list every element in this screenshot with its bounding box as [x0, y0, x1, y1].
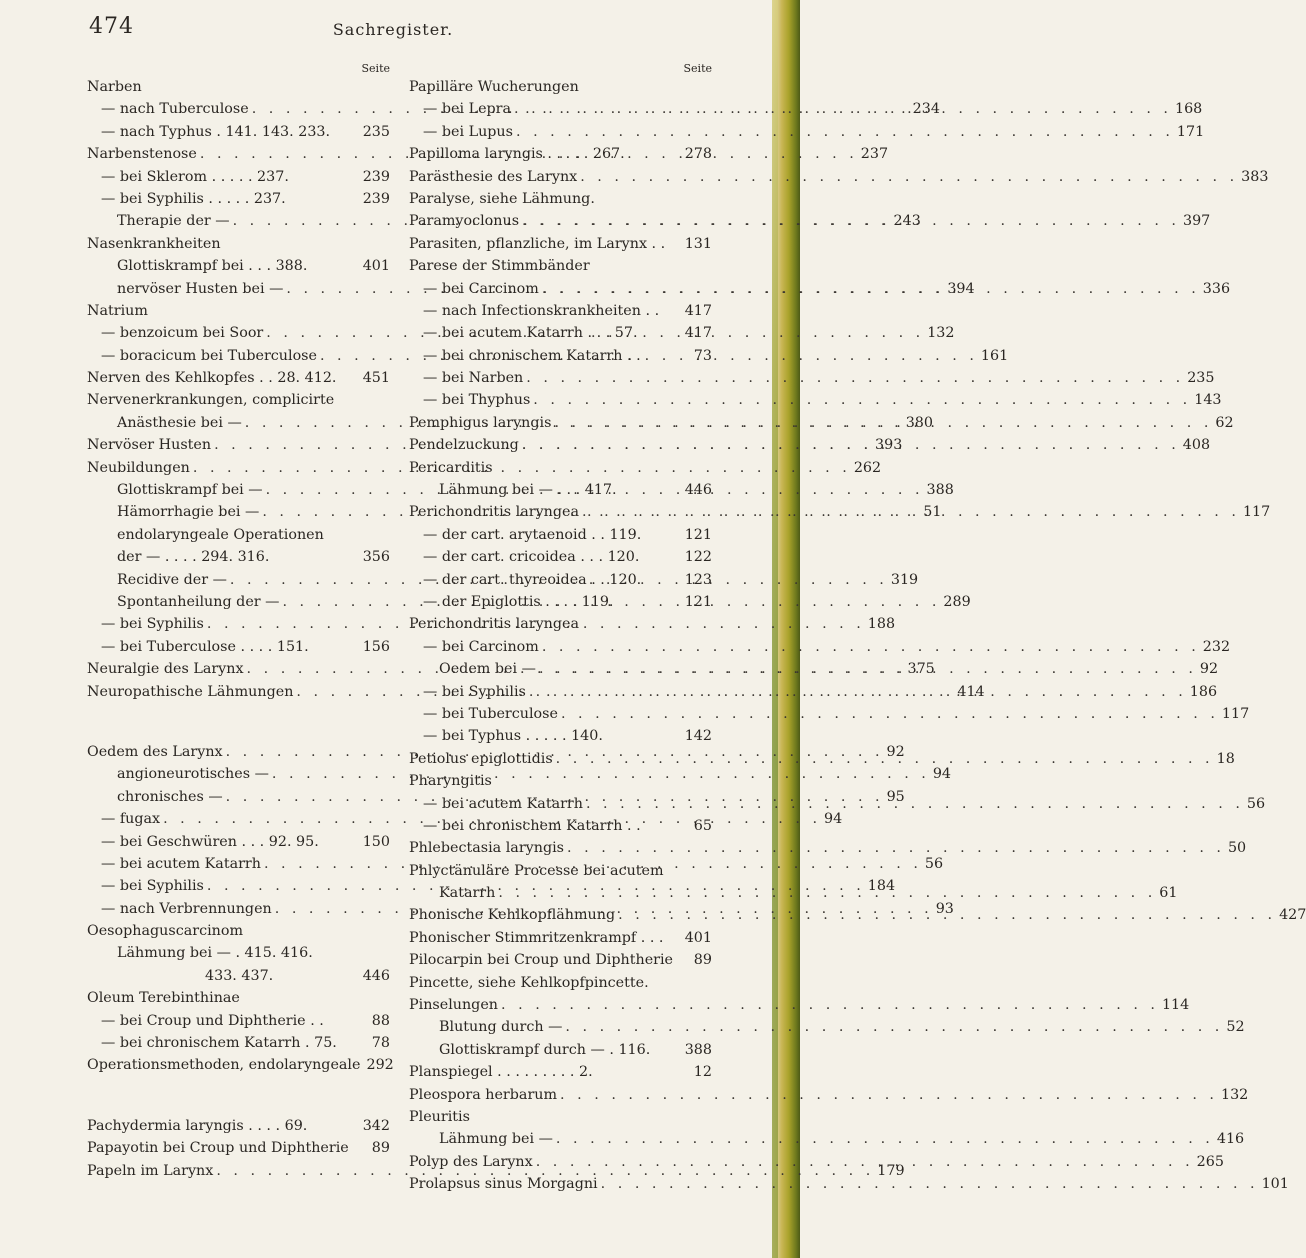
index-term: — bei Syphilis . . . . . 237.	[101, 190, 286, 207]
index-entry	[87, 300, 390, 322]
leader-dots	[553, 748, 1214, 770]
page-reference: 397	[1182, 213, 1211, 230]
index-entry	[87, 524, 390, 546]
index-entry	[409, 479, 712, 501]
leader-dots	[558, 703, 1219, 725]
index-term: — bei Carcinom	[423, 638, 539, 655]
index-entry	[409, 546, 712, 568]
index-term: Perichondritis laryngea	[409, 504, 579, 521]
page-reference: 161	[980, 347, 1009, 364]
page-reference: 383	[1241, 168, 1269, 185]
index-term: — bei Thyphus	[423, 392, 531, 409]
index-entry	[409, 1173, 1289, 1195]
index-entry	[87, 188, 390, 210]
page-reference: 388	[684, 1041, 712, 1058]
page-reference: 94	[932, 766, 952, 783]
index-term: Neuralgie des Larynx	[87, 661, 244, 678]
index-term: Phlyctänuläre Processe bei acutem	[409, 862, 664, 879]
index-entry	[409, 143, 712, 165]
page-reference: 150	[362, 833, 390, 850]
running-title: Sachregister.	[332, 20, 454, 39]
index-term: Spontanheilung der —	[117, 593, 280, 610]
index-term: Lähmung bei — . . . 417.	[439, 482, 617, 499]
index-term: — bei chronischem Katarrh . .	[423, 347, 641, 364]
leader-dots	[536, 658, 1197, 680]
index-term: — bei acutem Katarrh	[101, 855, 261, 872]
index-entry	[87, 166, 390, 188]
index-term: Katarrh	[439, 885, 496, 902]
index-term: Pleuritis	[409, 1108, 470, 1125]
index-entry	[409, 1106, 712, 1128]
index-entry	[87, 636, 390, 658]
index-term: nervöser Husten bei —	[117, 280, 284, 297]
leader-dots	[526, 681, 1187, 703]
page-reference: 414	[957, 683, 985, 700]
index-entry	[87, 233, 390, 255]
leader-dots	[539, 278, 1200, 300]
leader-dots	[562, 1016, 1223, 1038]
index-term: — bei Tuberculose . . . . 151.	[101, 638, 309, 655]
index-entry	[87, 942, 390, 964]
index-term: — bei Typhus . . . . . 140.	[423, 728, 603, 745]
index-term: — nach Infectionskrankheiten . .	[423, 302, 660, 319]
index-entry	[87, 920, 390, 942]
page-reference: 61	[1159, 885, 1178, 902]
leader-dots	[539, 636, 1200, 658]
index-entry	[409, 255, 712, 277]
index-entry	[409, 972, 712, 994]
page-reference: 186	[1189, 683, 1218, 700]
page-reference: 342	[362, 1117, 390, 1134]
page-reference: 95	[886, 788, 905, 805]
index-term: — der cart. arytaenoid . . 119.	[423, 526, 642, 543]
page-reference: 401	[684, 929, 712, 946]
index-entry	[409, 457, 712, 479]
index-term: Lähmung bei — . 415. 416.	[117, 945, 313, 962]
index-entry	[87, 1032, 390, 1054]
index-term: — boracicum bei Tuberculose	[101, 347, 317, 364]
index-entry	[409, 613, 712, 635]
page-reference: 65	[693, 817, 712, 834]
index-term: Papilloma laryngis . . . . . 267.	[409, 146, 625, 163]
index-term: Pinselungen	[409, 997, 499, 1014]
index-term: — der cart. thyreoidea . . 120.	[423, 571, 642, 588]
index-term: Oesophaguscarcinom	[87, 923, 244, 940]
index-term: Hämorrhagie bei —	[117, 504, 260, 521]
index-term: — bei chronischem Katarrh . 75.	[101, 1035, 337, 1052]
page-reference: 292	[366, 1057, 394, 1074]
leader-dots	[523, 367, 1184, 389]
index-term: angioneurotisches —	[117, 766, 269, 783]
leader-dots	[564, 837, 1225, 859]
index-term: Pharyngitis	[409, 773, 492, 790]
index-term: Neuropathische Lähmungen	[87, 683, 294, 700]
index-term: — nach Typhus . 141. 143. 233.	[101, 123, 331, 140]
page-reference: 171	[1176, 123, 1205, 140]
page-reference: 94	[824, 811, 843, 828]
index-term: Phonischer Stimmritzenkrampf . . .	[409, 929, 664, 946]
index-term: Papilläre Wucherungen	[409, 79, 579, 95]
index-entry	[87, 1137, 390, 1159]
page-reference: 78	[371, 1035, 390, 1052]
page-reference: 375	[907, 661, 935, 678]
index-entry	[409, 233, 712, 255]
page-reference: 122	[684, 549, 712, 566]
page-reference: 121	[684, 526, 712, 543]
page-reference: 92	[1199, 661, 1219, 678]
page-reference: 123	[684, 571, 712, 588]
leader-dots	[551, 412, 1212, 434]
index-entry	[87, 1010, 390, 1032]
index-entry	[87, 1054, 394, 1076]
leader-dots	[598, 1173, 1259, 1195]
page-reference: 278	[684, 146, 712, 163]
index-term: — fugax	[101, 811, 161, 828]
page-reference: 235	[1187, 370, 1215, 387]
leader-dots	[530, 389, 1191, 411]
index-entry	[87, 367, 390, 389]
index-term: — bei chronischem Katarrh . .	[423, 817, 641, 834]
index-entry	[409, 389, 1222, 411]
page-reference: 408	[1182, 437, 1211, 454]
index-entry	[409, 815, 712, 837]
index-term: endolaryngeale Operationen	[117, 526, 324, 543]
index-entry	[409, 76, 712, 98]
index-term: — bei Carcinom	[423, 280, 539, 297]
index-term: — bei Geschwüren . . . 92. 95.	[101, 833, 319, 850]
index-term: — bei Syphilis	[423, 683, 526, 700]
page-reference: 417	[684, 325, 712, 342]
page-reference: 188	[867, 616, 896, 633]
index-term: — benzoicum bei Soor	[101, 325, 264, 342]
page-reference: 393	[875, 437, 903, 454]
page-reference: 56	[924, 855, 944, 872]
index-term: — nach Verbrennungen	[101, 900, 272, 917]
page-reference: 394	[947, 280, 975, 297]
leader-dots	[533, 1151, 1194, 1173]
index-term: — nach Tuberculose	[101, 101, 249, 118]
page-reference: 101	[1261, 1176, 1289, 1193]
index-entry	[409, 837, 1247, 859]
index-term: — bei Syphilis	[101, 878, 204, 895]
index-term: Blutung durch —	[439, 1019, 563, 1036]
index-term: Therapie der —	[117, 213, 230, 230]
index-entry	[409, 770, 712, 792]
group-spacer	[87, 703, 390, 741]
leader-dots	[577, 166, 1238, 188]
seite-label-right: Seite	[683, 62, 712, 75]
index-term: Perichondritis laryngea	[409, 616, 579, 633]
page-reference: 142	[684, 728, 712, 745]
index-term: Papeln im Larynx	[87, 1162, 214, 1179]
index-entry	[87, 121, 390, 143]
page-reference: 416	[1216, 1131, 1245, 1148]
index-term: — bei acutem Katarrh	[423, 795, 583, 812]
page-reference: 89	[693, 952, 712, 969]
index-term: Narben	[87, 79, 142, 95]
index-term: Pericarditis	[409, 459, 493, 476]
index-term: Nerven des Kehlkopfes . . 28. 412.	[87, 370, 337, 387]
index-entry	[409, 524, 712, 546]
index-entry	[409, 1016, 1245, 1038]
page-reference: 132	[1220, 1086, 1249, 1103]
index-entry	[409, 949, 712, 971]
page-reference: 237	[860, 146, 889, 163]
index-term: Glottiskrampf durch — . 116.	[439, 1041, 651, 1058]
page-reference: 184	[867, 878, 896, 895]
page-reference: 388	[926, 482, 954, 499]
index-term: — bei Croup und Diphtherie . .	[101, 1012, 324, 1029]
page-reference: 12	[693, 1064, 712, 1081]
index-term: Oedem des Larynx	[87, 743, 223, 760]
index-term: Recidive der —	[117, 571, 227, 588]
index-entry	[87, 965, 390, 987]
index-term: Pachydermia laryngis . . . . 69.	[87, 1117, 308, 1134]
leader-dots	[498, 994, 1159, 1016]
index-term: Natrium	[87, 302, 148, 319]
index-entry	[409, 121, 1205, 143]
page-reference: 88	[371, 1012, 390, 1029]
page-reference: 50	[1227, 840, 1247, 857]
page-reference: 243	[893, 213, 921, 230]
page-reference: 52	[1226, 1019, 1245, 1036]
index-term: Phonische Kehlkopflähmung	[409, 907, 616, 924]
index-entry	[87, 546, 390, 568]
page-reference: 235	[362, 123, 390, 140]
index-term: Operationsmethoden, endolaryngeale	[87, 1057, 361, 1074]
index-term: Phlebectasia laryngis	[409, 840, 565, 857]
leader-dots	[511, 98, 1172, 120]
seite-label-left: Seite	[361, 62, 390, 75]
page-reference: 121	[684, 593, 712, 610]
group-spacer	[87, 1077, 390, 1115]
index-term: Parasiten, pflanzliche, im Larynx . .	[409, 235, 666, 252]
page-reference: 132	[927, 325, 955, 342]
page-reference: 114	[1161, 997, 1190, 1014]
index-term: Nervöser Husten	[87, 437, 212, 454]
index-term: Prolapsus sinus Morgagni	[409, 1176, 598, 1193]
index-entry	[409, 345, 712, 367]
index-term: Pilocarpin bei Croup und Diphtherie	[409, 952, 674, 969]
index-term: Pemphigus laryngis	[409, 414, 552, 431]
index-term: — bei Lupus	[423, 123, 513, 140]
index-term: — bei Syphilis	[101, 616, 204, 633]
index-term: Lähmung bei —	[439, 1131, 553, 1148]
index-entry	[87, 1115, 390, 1137]
index-entry	[409, 367, 1215, 389]
leader-dots	[579, 501, 1240, 523]
index-term: Nervenerkrankungen, complicirte	[87, 392, 335, 409]
index-term: — der cart. cricoidea . . . 120.	[423, 549, 640, 566]
index-term: Pendelzuckung	[409, 437, 519, 454]
index-term: — bei Sklerom . . . . . 237.	[101, 168, 289, 185]
index-entry	[409, 725, 712, 747]
index-term: Papayotin bei Croup und Diphtherie	[87, 1140, 349, 1157]
index-entry	[409, 636, 1231, 658]
index-term: Planspiegel . . . . . . . . . 2.	[409, 1064, 593, 1081]
index-term: chronisches —	[117, 788, 223, 805]
page-reference: 117	[1242, 504, 1271, 521]
page-reference: 62	[1215, 414, 1234, 431]
index-entry	[409, 1084, 1249, 1106]
page-reference: 93	[935, 900, 954, 917]
index-entry	[409, 569, 712, 591]
index-term: Pincette, siehe Kehlkopfpincette.	[409, 974, 649, 991]
page-reference: 179	[877, 1162, 905, 1179]
page-reference: 319	[890, 571, 919, 588]
leader-dots	[519, 210, 1180, 232]
index-term: Oedem bei —	[439, 661, 536, 678]
page-reference: 234	[912, 101, 940, 118]
index-term: Glottiskrampf bei . . . 388.	[117, 258, 308, 275]
leader-dots	[557, 1084, 1218, 1106]
index-entry	[409, 994, 1190, 1016]
page-reference: 239	[362, 168, 390, 185]
index-entry	[87, 831, 390, 853]
page-reference: 131	[684, 235, 712, 252]
index-entry	[87, 987, 390, 1009]
index-entry	[87, 255, 390, 277]
index-term: Glottiskrampf bei —	[117, 482, 263, 499]
page-number: 474	[89, 14, 134, 39]
index-entry	[409, 927, 712, 949]
page-reference: 239	[362, 190, 390, 207]
page-reference: 92	[886, 743, 905, 760]
page-reference: 156	[362, 638, 390, 655]
index-term: der — . . . . 294. 316.	[117, 549, 270, 566]
index-entry	[409, 1039, 712, 1061]
index-entry	[409, 322, 712, 344]
index-entry	[409, 188, 712, 210]
page-reference: 356	[362, 549, 390, 566]
page-reference: 336	[1202, 280, 1231, 297]
index-entry	[409, 1061, 712, 1083]
index-entry	[409, 703, 1250, 725]
index-term: Petiolus epiglottidis	[409, 750, 553, 767]
index-term: Polyp des Larynx	[409, 1153, 533, 1170]
index-term: Pleospora herbarum	[409, 1086, 558, 1103]
leader-dots	[615, 904, 1276, 926]
page-reference: 451	[362, 370, 390, 387]
page-reference: 446	[684, 482, 712, 499]
leader-dots	[495, 882, 1156, 904]
page-reference: 168	[1174, 101, 1203, 118]
page-reference: 380	[905, 414, 933, 431]
index-term: Parästhesie des Larynx	[409, 168, 578, 185]
index-entry	[409, 860, 712, 882]
index-term: Anästhesie bei —	[117, 414, 242, 431]
index-term: 433. 437.	[205, 967, 274, 984]
page-reference: 56	[1246, 795, 1266, 812]
page-reference: 18	[1216, 750, 1235, 767]
index-term: — bei Narben	[423, 370, 524, 387]
index-term: Nasenkrankheiten	[87, 235, 221, 252]
page-reference: 51	[923, 504, 942, 521]
leader-dots	[513, 121, 1174, 143]
leader-dots	[583, 793, 1244, 815]
page-reference: 143	[1194, 392, 1222, 409]
page-reference: 89	[371, 1140, 390, 1157]
leader-dots	[519, 434, 1180, 456]
page-reference: 401	[362, 258, 390, 275]
index-entry	[87, 389, 390, 411]
page-reference: 232	[1202, 638, 1231, 655]
index-term: — bei acutem Katarrh . . . 57.	[423, 325, 638, 342]
index-entry	[409, 300, 712, 322]
index-term: Paramyoclonus	[409, 213, 520, 230]
page-reference: 417	[684, 302, 712, 319]
index-entry	[409, 591, 712, 613]
page-reference: 73	[693, 347, 712, 364]
page-reference: 289	[943, 593, 971, 610]
page-reference: 427	[1279, 907, 1306, 924]
index-term: — bei Lepra	[423, 101, 512, 118]
index-term: Narbenstenose	[87, 146, 197, 163]
index-term: — bei Tuberculose	[423, 705, 558, 722]
index-term: Oleum Terebinthinae	[87, 990, 240, 1007]
index-entry	[409, 166, 1269, 188]
leader-dots	[553, 1128, 1214, 1150]
page-reference: 446	[362, 967, 390, 984]
index-term: — der Epiglottis . . . . 119.	[423, 593, 614, 610]
index-entry	[87, 76, 390, 98]
index-term: Parese der Stimmbänder	[409, 258, 590, 275]
index-entry	[409, 1128, 1245, 1150]
index-term: Paralyse, siehe Lähmung.	[409, 190, 595, 207]
page-reference: 262	[853, 459, 882, 476]
page-reference: 265	[1196, 1153, 1224, 1170]
index-term: Neubildungen	[87, 459, 190, 476]
page-reference: 117	[1221, 705, 1250, 722]
